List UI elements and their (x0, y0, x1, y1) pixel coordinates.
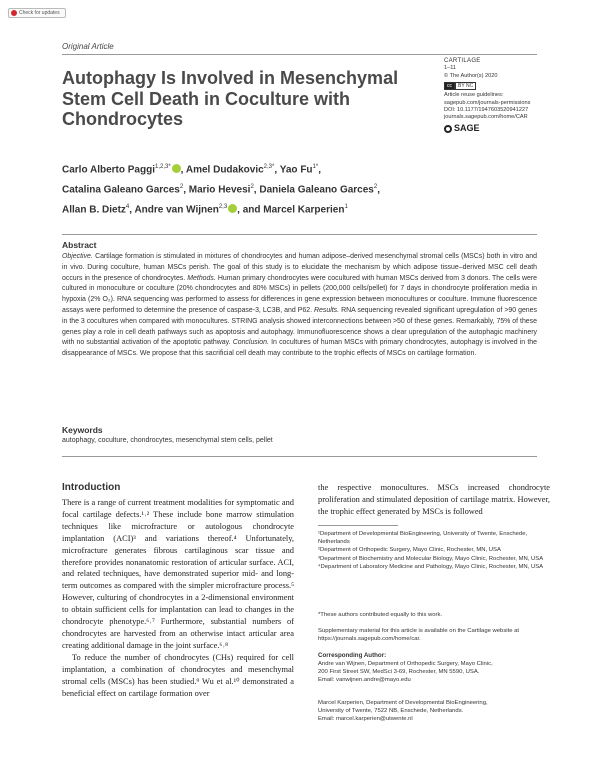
author-affil: 2,3* (263, 164, 275, 170)
orcid-icon[interactable] (172, 164, 181, 173)
cc-type-label: BY NC (455, 82, 476, 90)
author-affil: 1,2,3* (154, 164, 171, 170)
introduction-left-column (62, 497, 294, 699)
journal-info (444, 58, 564, 133)
author-name[interactable]: Amel Dudakovic (185, 164, 264, 176)
equal-contribution-note: *These authors contributed equally to this work. (318, 612, 443, 618)
author-affil: 2 (179, 183, 184, 190)
author-affil: 1* (312, 164, 319, 170)
author-name[interactable]: Andre van Wijnen (134, 203, 219, 215)
abstract-methods: Human primary chondrocytes were cocultured with human MSCs derived from 3 donors. The cells were cultured in monoculture or coculture (20% chondrocytes and 80% MSCs) in pellets (200,000 cells/pellet) for 7 days in chondrocyte proliferation media in hypoxia (2% O₂). RNA sequencing was performed to assess for differences in gene expression between monocultures or coculture. Immune fluorescence assays were performed to determine the presence of caspase-3, LC3B, and P62. (62, 274, 538, 314)
author-sep: , (253, 184, 260, 196)
author-affil: 4 (125, 203, 130, 210)
author-affil: 2 (250, 183, 254, 190)
check-for-updates-badge[interactable] (8, 8, 66, 18)
author-affil: 2,3 (218, 203, 228, 210)
author-affil: 2 (373, 183, 378, 190)
author-name[interactable]: Catalina Galeano Garces (62, 184, 180, 196)
abstract-heading: Abstract (62, 240, 97, 250)
keywords-list: autophagy, coculture, chondrocytes, mesenchymal stem cells, pellet (62, 437, 273, 444)
cc-label: cc (444, 82, 455, 90)
intro-paragraph-1: There is a range of current treatment modalities for symptomatic and focal cartilage defects.¹˒² These include bone marrow stimulation techniques like microfracture or autologous chondrocyte implantation (ACI)³ and variations thereof.⁴ Unfortunately, microfracture generates fibrous cartilaginous scar tissue and therefore provides nonanatomic restoration of articular surface. ACI, and related techniques, have demonstrated superior mid- and long-term outcomes as compared with the simpler microfracture process.⁵ However, culturing of chondrocytes in a 2-dimensional environment to obtain sufficient cells for implantation can lead to changes in the chondrocyte phenotype.⁶˒⁷ Furthermore, substantial numbers of chondrocytes are harvested from an otherwise intact articular area creating additional damage in the joint surface.⁶˒⁸ (62, 498, 294, 650)
keywords-heading: Keywords (62, 425, 103, 435)
journal-copyright: © The Author(s) 2020 (444, 72, 498, 79)
journal-name: CARTILAGE (444, 58, 481, 64)
author-name[interactable]: Daniela Galeano Garces (259, 184, 374, 196)
keywords-divider (62, 456, 537, 457)
orcid-icon[interactable] (228, 204, 237, 213)
author-affil: 1 (344, 203, 348, 210)
journal-home-link[interactable]: journals.sagepub.com/home/CAR (444, 114, 528, 121)
publisher-name: SAGE (454, 123, 480, 134)
author-line-1 (62, 159, 502, 179)
abstract-divider (62, 234, 537, 235)
abstract-conclusion: In cocultures of human MSCs with primary chondrocytes, autophagy is involved in the disappearance of MSCs. We propose that this sacrificial cell death may contribute to the trophic effects of MSCs on cartilage formation. (62, 339, 537, 358)
check-updates-icon (11, 10, 17, 16)
affiliation-item: ³Department of Biochemistry and Molecular Biology, Mayo Clinic, Rochester, MN, USA (318, 555, 544, 562)
abstract-objective-label: Objective. (62, 253, 93, 260)
author-list (62, 159, 502, 218)
author-sep: , (377, 184, 380, 196)
introduction-right-column: the respective monocultures. MSCs increased chondrocyte proliferation and stimulated deposition of cartilage matrix. However, the trophic effect generated by MSCs is followed (318, 483, 550, 516)
publisher-logo (444, 125, 564, 133)
author-name[interactable]: Yao Fu (279, 164, 313, 176)
affiliation-item: ²Department of Orthopedic Surgery, Mayo Clinic, Rochester, MN, USA (318, 547, 501, 554)
affiliation-divider (318, 525, 398, 526)
corr-email[interactable]: Email: vanwijnen.andre@mayo.edu (318, 677, 411, 684)
corr-line: 200 First Street SW, MedSci 3-69, Rochester, MN 5590, USA. (318, 669, 480, 676)
corr-line: University of Twente, 7522 NB, Enschede, Netherlands. (318, 708, 464, 715)
reuse-label: Article reuse guidelines: (444, 92, 504, 99)
journal-pages: 1–11 (444, 65, 457, 72)
abstract-body (62, 252, 537, 360)
author-name[interactable]: Marcel Karperien (263, 203, 345, 215)
author-line-3 (62, 199, 502, 219)
abstract-methods-label: Methods. (187, 274, 216, 282)
abstract-objective: Cartilage formation is stimulated in mixtures of chondrocytes and human adipose–derived mesenchymal stromal cells (MSCs) both in vitro and in vivo. During coculture, human MSCs perish. The goal of this study is to elucidate the mechanism by which adipose tissue–derived MSC cell death occurs in the presence of chondrocytes. (62, 253, 537, 282)
affiliation-item: ¹Department of Developmental BioEngineering, University of Twente, Enschede, Netherlands (318, 531, 528, 546)
corresponding-author-2 (318, 699, 550, 724)
author-sep: , (318, 164, 321, 176)
corresponding-author-1 (318, 660, 550, 685)
cc-license-icon (444, 82, 476, 90)
sage-logo-icon (444, 125, 452, 133)
author-sep: , (183, 184, 189, 196)
author-name[interactable]: Carlo Alberto Paggi (62, 164, 155, 176)
author-name[interactable]: Allan B. Dietz (62, 203, 126, 215)
corr-line: Andre van Wijnen, Department of Orthopedic Surgery, Mayo Clinic, (318, 661, 493, 667)
abstract-conclusion-label: Conclusion. (232, 339, 269, 347)
top-divider (62, 54, 537, 55)
author-sep: , (180, 164, 186, 176)
author-line-2 (62, 179, 502, 199)
reuse-link[interactable]: sagepub.com/journals-permissions (444, 99, 531, 106)
affiliations (318, 530, 550, 571)
intro-paragraph-2: To reduce the number of chondrocytes (CHs) required for cell implantation, a combination of chondrocytes and mesenchymal stromal cells (MSCs) has been studied.⁹ Wu et al.¹⁰ demonstrated a beneficial effect on cartilage formation over (62, 652, 294, 698)
corr-line: Marcel Karperien, Department of Developmental BioEngineering, (318, 700, 488, 706)
affiliation-item: ⁴Department of Laboratory Medicine and Pathology, Mayo Clinic, Rochester, MN, USA (318, 563, 544, 570)
author-sep: , (274, 164, 280, 176)
author-sep: , and (237, 203, 264, 215)
supplementary-note: Supplementary material for this article is available on the Cartilage website at https://journals.sagepub.com/home/car. (318, 628, 520, 643)
author-sep: , (129, 203, 135, 215)
article-type: Original Article (62, 42, 114, 51)
doi[interactable]: DOI: 10.1177/1947603520941227 (444, 107, 529, 114)
abstract-results: RNA sequencing revealed significant upregulation of >90 genes in the 3 cocultures when compared with monocultures. STRING analysis showed interconnections between >50 of these genes. Remarkably, 75% of these genes play a role in cell death pathways such as apoptosis and autophagy. Immunofluorescence shows a clear upregulation of the autophagic machinery with no substantial activation of the apoptotic pathway. (62, 306, 537, 347)
introduction-heading: Introduction (62, 482, 121, 493)
check-updates-label: Check for updates (19, 10, 60, 16)
abstract-results-label: Results. (314, 306, 340, 314)
corr-email[interactable]: Email: marcel.karperien@utwente.nl (318, 716, 413, 723)
article-title: Autophagy Is Involved in Mesenchymal Stem Cell Death in Coculture with Chondrocytes (62, 68, 399, 129)
corresponding-author-heading: Corresponding Author: (318, 652, 387, 659)
author-name[interactable]: Mario Hevesi (188, 184, 251, 196)
